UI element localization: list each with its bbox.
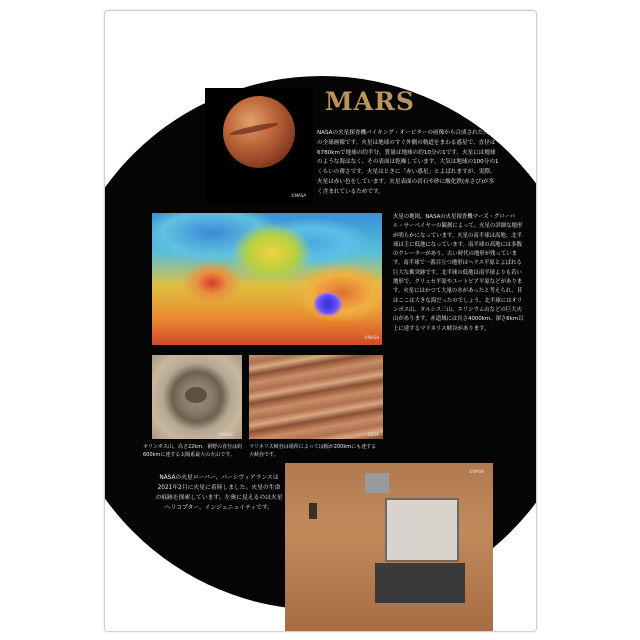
caldera (185, 387, 207, 403)
page-title: MARS (325, 87, 415, 116)
caption-canyon: マリネリス峡谷は場所によっては幅が200kmにも達する大峡谷です。 (249, 444, 377, 458)
canyon-image (249, 355, 383, 439)
document-page (104, 10, 537, 632)
hellas-basin (314, 292, 342, 316)
intro-paragraph: NASAの火星探査機バイキング・オービターの画像から合成された火星の全球画像です。火星は地球のすぐ外側の軌道をまわる惑星で、直径は6780kmで地球の約半分、質量は地球の約10分の1です。火星には地球のような海はなく、その表面は乾燥しています。大気は地球の100分の1くらいの薄さです。火星はときに「赤い惑星」とよばれますが、実際、火星は赤い色をしています。火星表面の岩石や砂に酸化鉄(赤さび)が多く含まれているためです。 (317, 130, 499, 195)
ingenuity-helicopter (309, 503, 317, 519)
rover-body (385, 498, 459, 562)
caption-olympus: オリンポス山。高さ22km、裾野の直径は約600kmに達する太陽系最大の火山です。 (143, 444, 243, 458)
rover-wheels (375, 563, 465, 603)
credit-globe: ©NASA (291, 193, 307, 198)
topographic-map-image (152, 213, 382, 345)
map-paragraph: 火星の地図。NASAの火星探査機マーズ・グローバル・サーベイヤーの観測によって、火星の詳細な地形が明らかになっています。火星の南半球は高地、北半球は主に低地になっています。南半球の高地には多数のクレーターがあり、古い時代の地形が残っています。南半球で一番目立つ地形はヘラス平原とよばれる巨大な衝突跡です。北半球の低地は南半球よりも若い地形で、クリュセ平原やユートピア平原などがあります。火星にはかつて大量の水があったと考えられ、昔はここは大きな海だったのでしょう。北半球にはオリンポス山、タルシス三山、エリシウム山などの巨大火山があります。赤道域には長さ4000km、深さ6km以上に達するマリネリス峡谷があります。 (393, 214, 524, 332)
rover-mast (365, 473, 389, 493)
credit-canyon: ©ESA (367, 432, 379, 437)
credit-olympus: ©NASA (218, 432, 234, 437)
rover-paragraph: NASAの火星ローバー、パーシヴィアランスは2021年2月に火星に着陸しました。火星の生命の痕跡を探索しています。左奥に見えるのは火星ヘリコプター、インジェニュイティです。 (155, 475, 283, 511)
perseverance-rover-image (285, 463, 493, 631)
olympus-mons-image (152, 355, 242, 439)
mars-globe-image (205, 88, 313, 204)
credit-rover: ©NASA (469, 469, 485, 474)
credit-map: ©NASA (364, 335, 380, 340)
